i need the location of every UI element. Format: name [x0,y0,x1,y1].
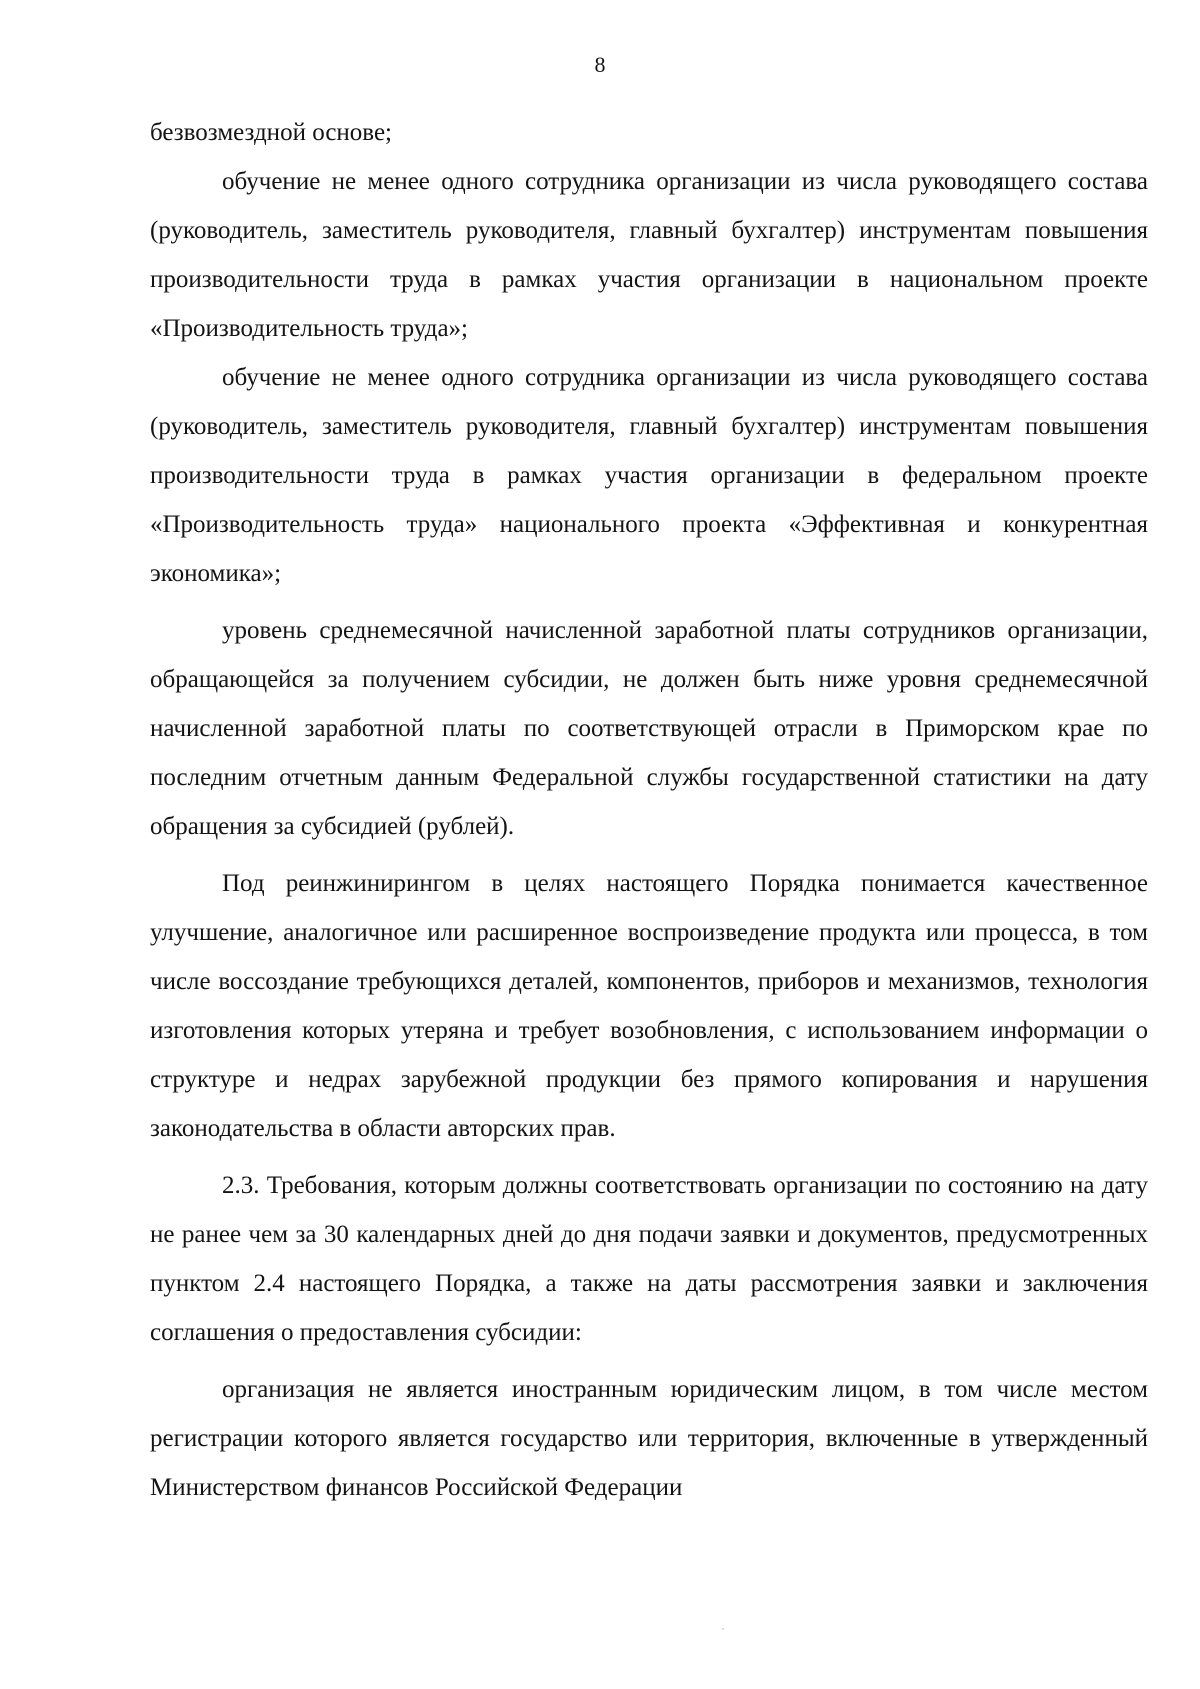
paragraph-salary-level: уровень среднемесячной начисленной заработной платы сотрудников организации, обращающейся за получением субсидии, не должен быть ниже уровня среднемесячной начисленной заработной платы по соответствующей отрасли в Приморском крае по последним отчетным данным Федеральной службы государственной статистики на дату обращения за субсидией (рублей). [150,617,1148,840]
paragraph-section-2-3: 2.3. Требования, которым должны соответствовать организации по состоянию на дату не ранее чем за 30 календарных дней до дня подачи заявки и документов, предусмотренных пунктом 2.4 настоящего Порядка, а также на даты рассмотрения заявки и заключения соглашения о предоставления субсидии: [150,1172,1148,1346]
document-body [150,108,1148,1512]
paragraph-training-national-project: обучение не менее одного сотрудника организации из числа руководящего состава (руководитель, заместитель руководителя, главный бухгалтер) инструментам повышения производительности труда в рамках участия организации в национальном проекте «Производительность труда»; [150,168,1148,342]
page-number: 8 [594,52,606,77]
paragraph-foreign-entity: организация не является иностранным юридическим лицом, в том числе местом регистрации которого является государство или территория, включенные в утвержденный Министерством финансов Российской Федерации [150,1376,1148,1501]
paragraph-reengineering-definition: Под реинжинирингом в целях настоящего Порядка понимается качественное улучшение, аналогичное или расширенное воспроизведение продукта или процесса, в том числе воссоздание требующихся деталей, компонентов, приборов и механизмов, технология изготовления которых утеряна и требует возобновления, с использованием информации о структуре и недрах зарубежной продукции без прямого копирования и нарушения законодательства в области авторских прав. [150,870,1148,1142]
paragraph-training-federal-project: обучение не менее одного сотрудника организации из числа руководящего состава (руководитель, заместитель руководителя, главный бухгалтер) инструментам повышения производительности труда в рамках участия организации в федеральном проекте «Производительность труда» национального проекта «Эффективная и конкурентная экономика»; [150,364,1148,587]
paragraph-continuation: безвозмездной основе; [150,119,392,146]
scan-speck [722,1628,724,1630]
